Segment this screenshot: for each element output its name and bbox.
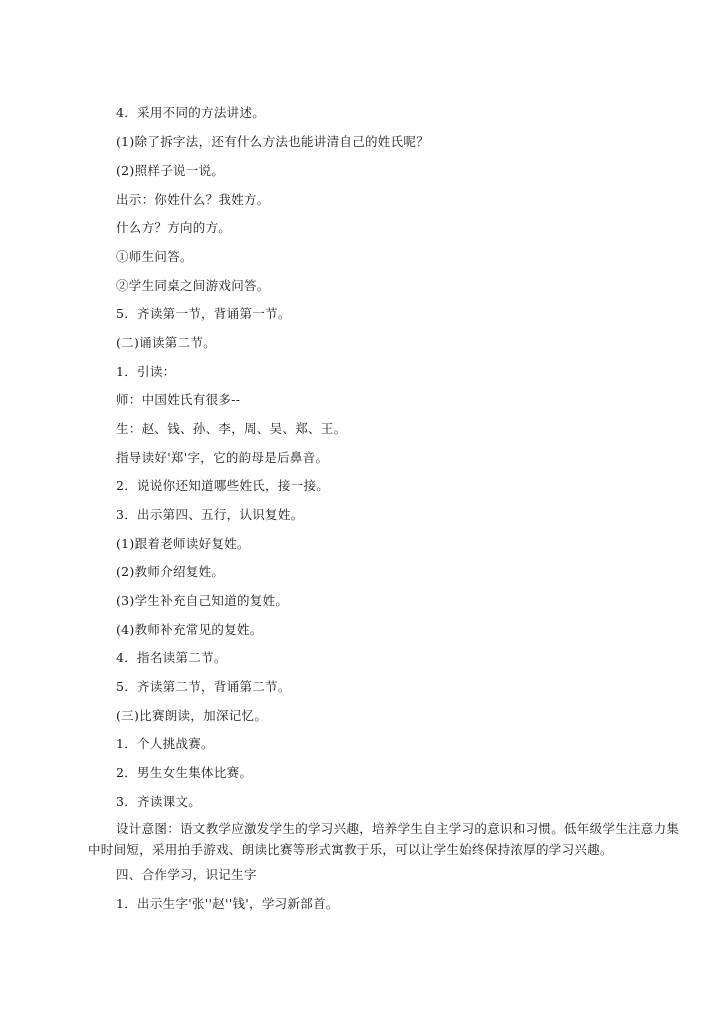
text-line-22: (三)比赛朗读，加深记忆。 [116,708,268,723]
text-line-16: (1)跟着老师读好复姓。 [116,536,250,551]
section-heading: 四、合作学习，识记生字 [116,867,257,882]
text-line-14: 2．说说你还知道哪些姓氏，接一接。 [116,478,330,493]
text-line-last: 1．出示生字'张''赵''钱'，学习新部首。 [116,896,339,911]
text-line-25: 3．齐读课文。 [116,794,202,809]
text-line-7: ②学生同桌之间游戏问答。 [116,278,270,293]
text-line-24: 2．男生女生集体比赛。 [116,765,253,780]
text-line-11: 师：中国姓氏有很多-- [116,392,241,407]
text-line-8: 5．齐读第一节，背诵第一节。 [116,306,291,321]
text-line-3: (2)照样子说一说。 [116,163,225,178]
design-intent-paragraph: 设计意图：语文教学应激发学生的学习兴趣，培养学生自主学习的意识和习惯。低年级学生注意力集中时间短，采用拍手游戏、朗读比赛等形式寓教于乐，可以让学生始终保持浓厚的学习兴趣。 [88,821,680,857]
text-line-21: 5．齐读第二节，背诵第二节。 [116,679,291,694]
text-line-23: 1．个人挑战赛。 [116,736,214,751]
text-line-18: (3)学生补充自己知道的复姓。 [116,593,289,608]
text-line-9: (二)诵读第二节。 [116,335,216,350]
text-line-17: (2)教师介绍复姓。 [116,564,225,579]
text-line-5: 什么方？方向的方。 [116,220,232,235]
text-line-6: ①师生问答。 [116,249,193,264]
text-line-2: (1)除了拆字法，还有什么方法也能讲清自己的姓氏呢？ [116,134,430,149]
text-line-20: 4．指名读第二节。 [116,650,227,665]
text-line-15: 3．出示第四、五行，认识复姓。 [116,507,304,522]
text-line-13: 指导读好'郑'字，它的韵母是后鼻音。 [116,450,329,465]
text-line-10: 1．引读： [116,364,176,379]
text-line-19: (4)教师补充常见的复姓。 [116,622,263,637]
text-line-4: 出示：你姓什么？我姓方。 [116,192,270,207]
text-line-12: 生：赵、钱、孙、李，周、吴、郑、王。 [116,421,347,436]
text-line-1: 4．采用不同的方法讲述。 [116,105,266,120]
